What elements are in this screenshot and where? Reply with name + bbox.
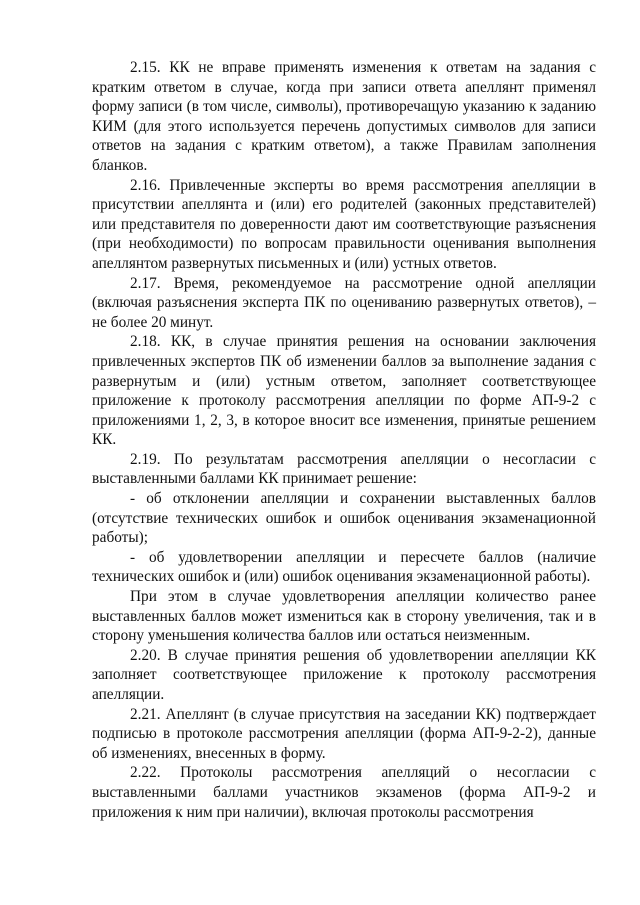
paragraph-2-19-note: При этом в случае удовлетворения апелляции количество ранее выставленных баллов может измениться как в сторону увеличения, так и в сторону уменьшения количества баллов или остаться неизменным. <box>92 588 596 645</box>
paragraph-2-19: 2.19. По результатам рассмотрения апелляции о несогласии с выставленными баллами КК принимает решение: <box>92 450 596 488</box>
paragraph-2-22: 2.22. Протоколы рассмотрения апелляций о несогласии с выставленными баллами участников экзаменов (форма АП-9-2 и приложения к ним при наличии), включая протоколы рассмотрения <box>92 764 596 821</box>
paragraph-2-19-option-accept: - об удовлетворении апелляции и пересчете баллов (наличие технических ошибок и (или) ошибок оценивания экзаменационной работы). <box>92 548 596 586</box>
paragraph-2-16: 2.16. Привлеченные эксперты во время рассмотрения апелляции в присутствии апеллянта и (или) его родителей (законных представителей) или представителя по доверенности дают им соответствующие разъяснения (при необходимости) по вопросам правильности оценивания выполнения апеллянтом развернутых письменных и (или) устных ответов. <box>92 176 596 272</box>
paragraph-2-21: 2.21. Апеллянт (в случае присутствия на заседании КК) подтверждает подписью в протоколе рассмотрения апелляции (форма АП-9-2-2), данные об изменениях, внесенных в форму. <box>92 705 596 762</box>
paragraph-2-17: 2.17. Время, рекомендуемое на рассмотрение одной апелляции (включая разъяснения эксперта ПК по оцениванию развернутых ответов), – не более 20 минут. <box>92 274 596 331</box>
paragraph-2-15: 2.15. КК не вправе применять изменения к ответам на задания с кратким ответом в случае, когда при записи ответа апеллянт применял форму записи (в том числе, символы), противоречащую указанию к заданию КИМ (для этого используется перечень допустимых символов для записи ответов на задания с кратким ответом), а также Правилам заполнения бланков. <box>92 59 596 174</box>
paragraph-2-19-option-reject: - об отклонении апелляции и сохранении выставленных баллов (отсутствие технических ошибок и ошибок оценивания экзаменационной работы); <box>92 490 596 547</box>
paragraph-2-20: 2.20. В случае принятия решения об удовлетворении апелляции КК заполняет соответствующее приложение к протоколу рассмотрения апелляции. <box>92 646 596 703</box>
paragraph-2-18: 2.18. КК, в случае принятия решения на основании заключения привлеченных экспертов ПК об изменении баллов за выполнение задания с развернутым и (или) устным ответом, заполняет соответствующее приложение к протоколу рассмотрения апелляции по форме АП-9-2 с приложениями 1, 2, 3, в которое вносит все изменения, принятые решением КК. <box>92 333 596 449</box>
document-page <box>92 58 596 822</box>
